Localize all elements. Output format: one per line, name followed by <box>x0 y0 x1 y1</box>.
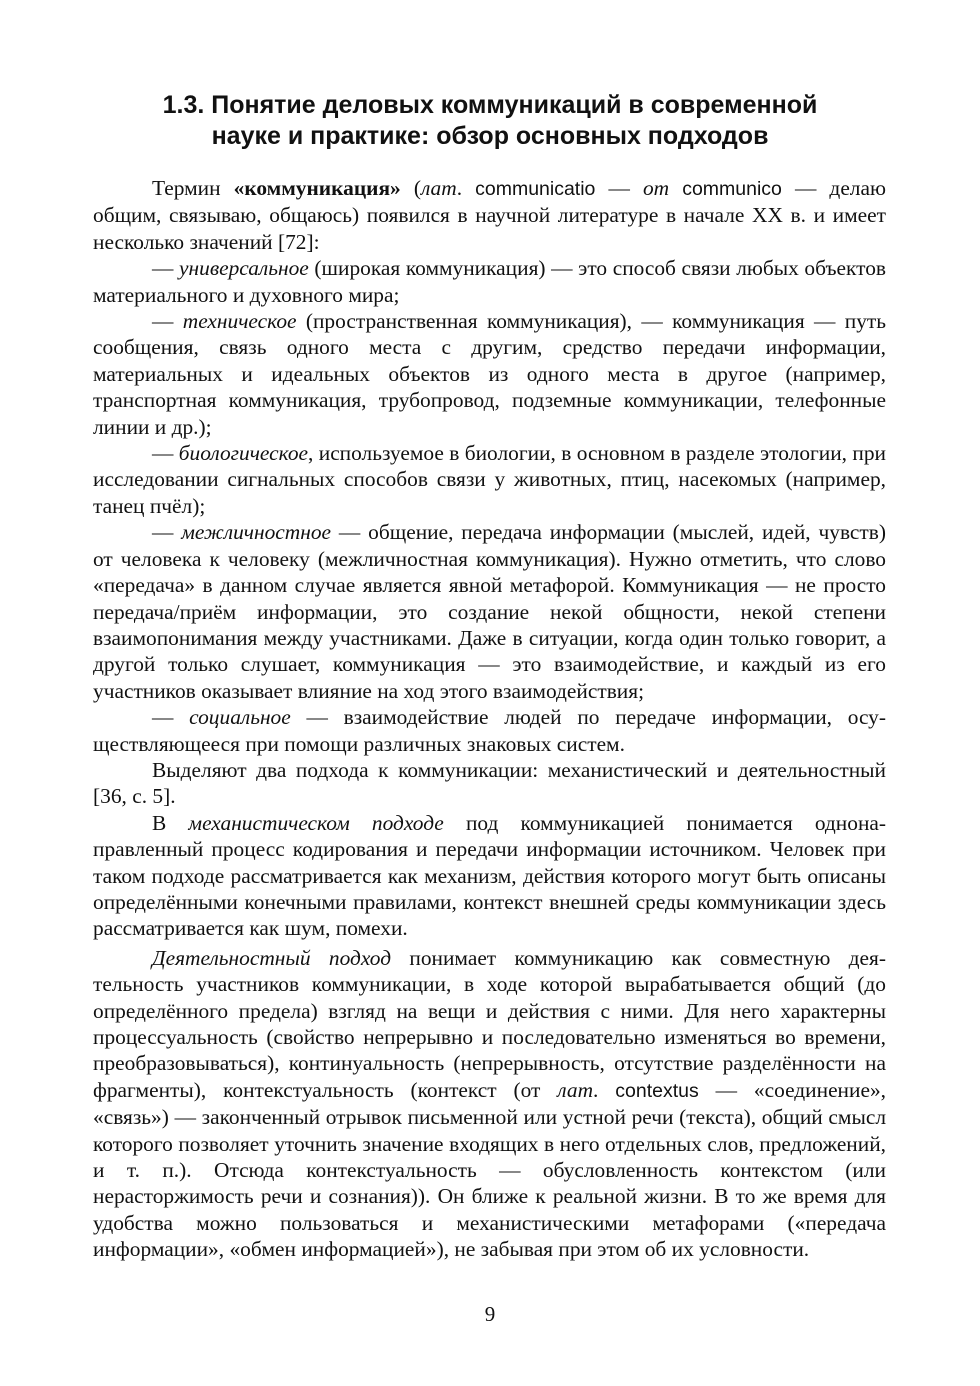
text-run: — <box>595 176 643 200</box>
heading-line-1: 1.3. Понятие деловых коммуникаций в современной <box>162 91 818 119</box>
text-run: — «соединение», «связь») — законченный отрывок письменной или устной речи (текста), общий смысл которого позволяет уточнить значение входящих в него отдельных слов, предложений, и т. п.). Отсюда контекстуальность — обусловленность контекстом (или нерасторжимость речи и сознания)). Он ближе к реальной жизни. В то же время для удобства можно пользоваться и механистическими метафорами («передача информации», «обмен информацией»), не забывая при этом об их условности. <box>93 1077 886 1262</box>
italic-term: межличностное <box>181 520 332 545</box>
text-run: — <box>152 256 180 281</box>
body-text <box>93 175 886 1263</box>
text-run: . <box>593 1077 616 1102</box>
italic-term: механистическом подходе <box>188 810 444 835</box>
text-run: . <box>456 176 476 200</box>
text-run: (пространственная коммуникация), — коммуникация — путь сообщения, связь одного места с другим, средство передачи информации, материальных и идеальных объектов из одного места в другое (например, транспортная коммуникация, трубопровод, подземные коммуникации, телефонные линии и др.); <box>93 309 886 439</box>
paragraph-two-approaches <box>93 757 886 810</box>
latin-word: contextus <box>615 1079 699 1102</box>
paragraph-activity-approach <box>93 945 886 1263</box>
text-run: , используемое в биологии, в основном в разделе этологии, при исследовании сигнальных способов связи у животных, птиц, насекомых (например, танец пчёл); <box>93 441 886 518</box>
text-run: — делаю общим, связываю, общаюсь) появился в научной литературе в начале XX в. и имеет несколько значений [72]: <box>93 176 886 254</box>
text-run: — <box>152 441 179 466</box>
text-run <box>669 176 682 200</box>
heading-line-2: науке и практике: обзор основных подходов <box>211 122 769 150</box>
text-run: Термин <box>152 176 234 200</box>
section-heading <box>90 90 890 152</box>
list-item-biological <box>93 440 886 519</box>
text-run: — <box>152 705 190 730</box>
page-number: 9 <box>484 1302 496 1326</box>
text-run: — общение, передача информации (мыслей, идей, чувств) от человека к человеку (межличностная коммуникация). Нужно отметить, что слово «передача» в данном случае является явной метафорой. Коммуникация — не просто передача/приём информации, это создание некой общности, некой степени взаимопонимания между участниками. Даже в ситуации, когда один только говорит, а другой только слушает, коммуникация — это взаимодействие, и каждый из его участников оказывает влияние на ход этого взаимодействия; <box>93 520 886 703</box>
text-run: — <box>152 520 182 545</box>
list-item-universal <box>93 255 886 308</box>
italic-term: Деятельностный подход <box>152 945 392 970</box>
latin-word: communicatio <box>475 178 596 200</box>
list-item-technical <box>93 308 886 440</box>
text-run: понимает коммуникацию как совместную деятельность участников коммуникации, в ходе которой вырабатывается общий (до определённого предела) взгляд на вещи и действия с ними. Для него характерны процессуальность (свойство непрерывно и последовательно изменяться во времени, преобразовываться), континуальность (непрерывность, отсутствие разделённости на фрагменты), контекстуальность (контекст (от <box>93 945 886 1102</box>
italic-term: техническое <box>182 309 297 334</box>
abbrev-lat: лат <box>420 176 457 200</box>
italic-term: социальное <box>189 705 291 730</box>
text-run: — взаимодействие людей по передаче информации, осуществляющееся при помощи различных знаковых систем. <box>93 705 886 756</box>
italic-term: универсальное <box>179 256 309 281</box>
text-run: Выделяют два подхода к коммуникации: механистический и деятельностный [36, с. 5]. <box>93 757 886 809</box>
italic-word: от <box>642 176 670 200</box>
term-communication: «коммуникация» <box>233 176 401 200</box>
paragraph-mechanistic-approach <box>93 810 886 942</box>
text-run: под коммуникацией понимается однонаправленный процесс кодирования и передачи информации источником. Человек при таком подходе рассматривается как механизм, действия которого могут быть описаны определёнными конечными правилами, контекст внешней среды коммуникации здесь рассматривается как шум, помехи. <box>93 810 887 941</box>
text-run: В <box>152 810 189 835</box>
abbrev-lat: лат <box>557 1077 594 1102</box>
italic-term: биологическое <box>178 441 309 466</box>
text-run: (широкая коммуникация) — это способ связи любых объектов материального и духовного мира; <box>93 256 886 307</box>
text-run: — <box>152 309 183 334</box>
text-run: ( <box>400 176 421 200</box>
list-item-social <box>93 704 886 757</box>
latin-word: communico <box>682 178 782 200</box>
list-item-interpersonal <box>93 519 886 704</box>
paragraph-term-definition <box>93 175 886 255</box>
